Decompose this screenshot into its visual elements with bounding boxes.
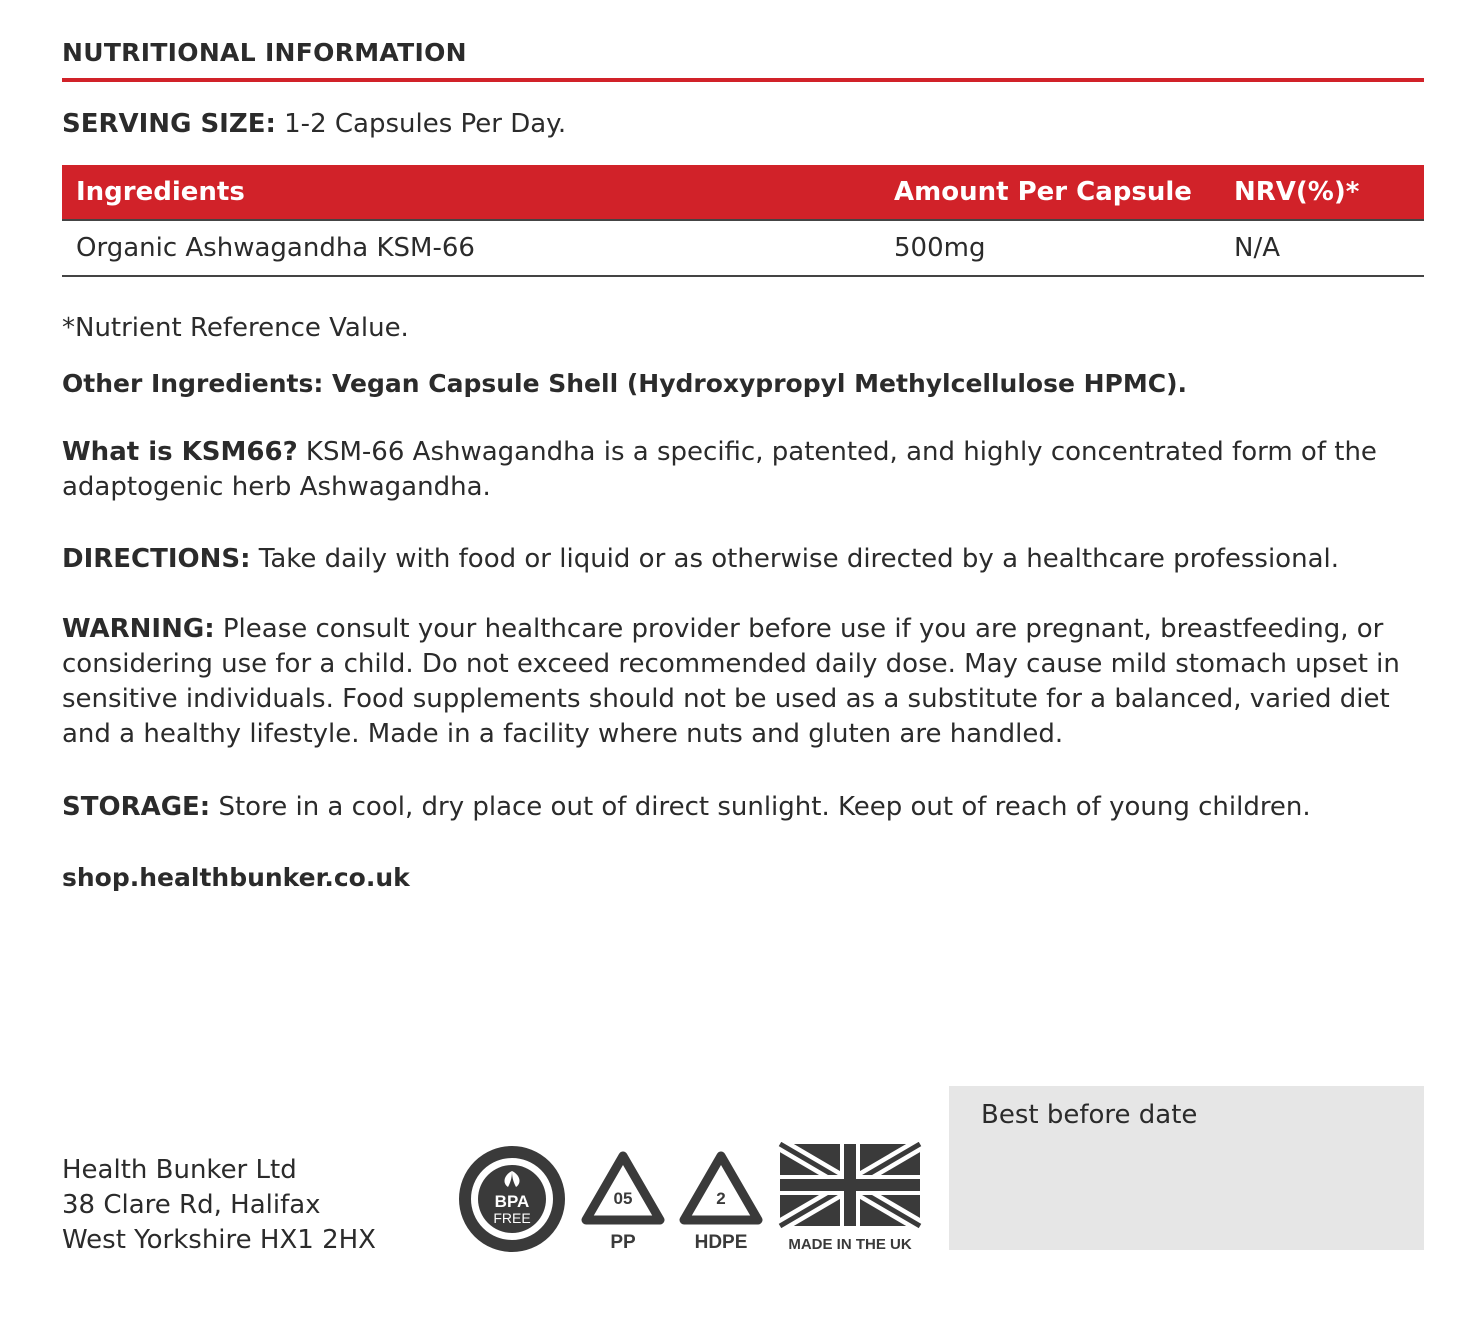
- serving-size-value: 1-2 Capsules Per Day.: [275, 109, 567, 139]
- uk-label: MADE IN THE UK: [788, 1236, 912, 1253]
- address-line-3: West Yorkshire HX1 2HX: [62, 1225, 376, 1255]
- pp-number: 05: [613, 1189, 633, 1208]
- company-address: [62, 1153, 376, 1258]
- bpa-text: BPA: [494, 1192, 530, 1211]
- storage: [62, 790, 1424, 825]
- hdpe-number: 2: [716, 1189, 726, 1208]
- storage-label: STORAGE:: [62, 792, 211, 822]
- cell-amount: 500mg: [894, 233, 986, 263]
- cell-nrv: N/A: [1234, 233, 1280, 263]
- best-before-box: [949, 1086, 1424, 1250]
- header-ingredients: Ingredients: [76, 177, 245, 207]
- hdpe-recycling-icon: [676, 1150, 766, 1256]
- best-before-label: Best before date: [981, 1100, 1198, 1130]
- other-ingredients: Other Ingredients: Vegan Capsule Shell (Hydroxypropyl Methylcellulose HPMC).: [62, 369, 1188, 398]
- pp-label: PP: [610, 1232, 636, 1253]
- title-divider: [62, 78, 1424, 82]
- website-link[interactable]: shop.healthbunker.co.uk: [62, 863, 410, 892]
- warning-text: Please consult your healthcare provider before use if you are pregnant, breastfeeding, or considering use for a child. Do not exceed recommended daily dose. May cause mild stomach upset in sensitive individuals. Food supplements should not be used as a substitute for a balanced, varied diet and a healthy lifestyle. Made in a facility where nuts and gluten are handled.: [62, 614, 1400, 749]
- directions-text: Take daily with food or liquid or as otherwise directed by a healthcare professional.: [250, 544, 1339, 574]
- pp-recycling-icon: [578, 1150, 668, 1256]
- header-amount: Amount Per Capsule: [894, 177, 1192, 207]
- warning: [62, 612, 1424, 752]
- serving-size: [62, 107, 1424, 142]
- cell-ingredient: Organic Ashwagandha KSM-66: [76, 233, 475, 263]
- hdpe-label: HDPE: [694, 1232, 748, 1253]
- address-line-1: Health Bunker Ltd: [62, 1155, 297, 1185]
- what-is-label: What is KSM66?: [62, 437, 298, 467]
- page-title: NUTRITIONAL INFORMATION: [62, 38, 467, 67]
- table-row: [62, 221, 1424, 277]
- what-is-text: KSM-66 Ashwagandha is a specific, patented, and highly concentrated form of the adaptogenic herb Ashwagandha.: [62, 437, 1377, 502]
- ingredients-table-header: [62, 165, 1424, 219]
- header-nrv: NRV(%)*: [1234, 177, 1360, 207]
- storage-text: Store in a cool, dry place out of direct sunlight. Keep out of reach of young children.: [210, 792, 1311, 822]
- bpa-free-icon: [458, 1145, 566, 1253]
- directions: [62, 542, 1424, 577]
- what-is-ksm66: [62, 435, 1424, 505]
- serving-size-label: SERVING SIZE:: [62, 109, 276, 139]
- uk-flag-icon: [778, 1142, 924, 1254]
- warning-label: WARNING:: [62, 614, 215, 644]
- directions-label: DIRECTIONS:: [62, 544, 251, 574]
- free-text: FREE: [493, 1210, 531, 1226]
- nrv-footnote: *Nutrient Reference Value.: [62, 313, 409, 343]
- address-line-2: 38 Clare Rd, Halifax: [62, 1190, 321, 1220]
